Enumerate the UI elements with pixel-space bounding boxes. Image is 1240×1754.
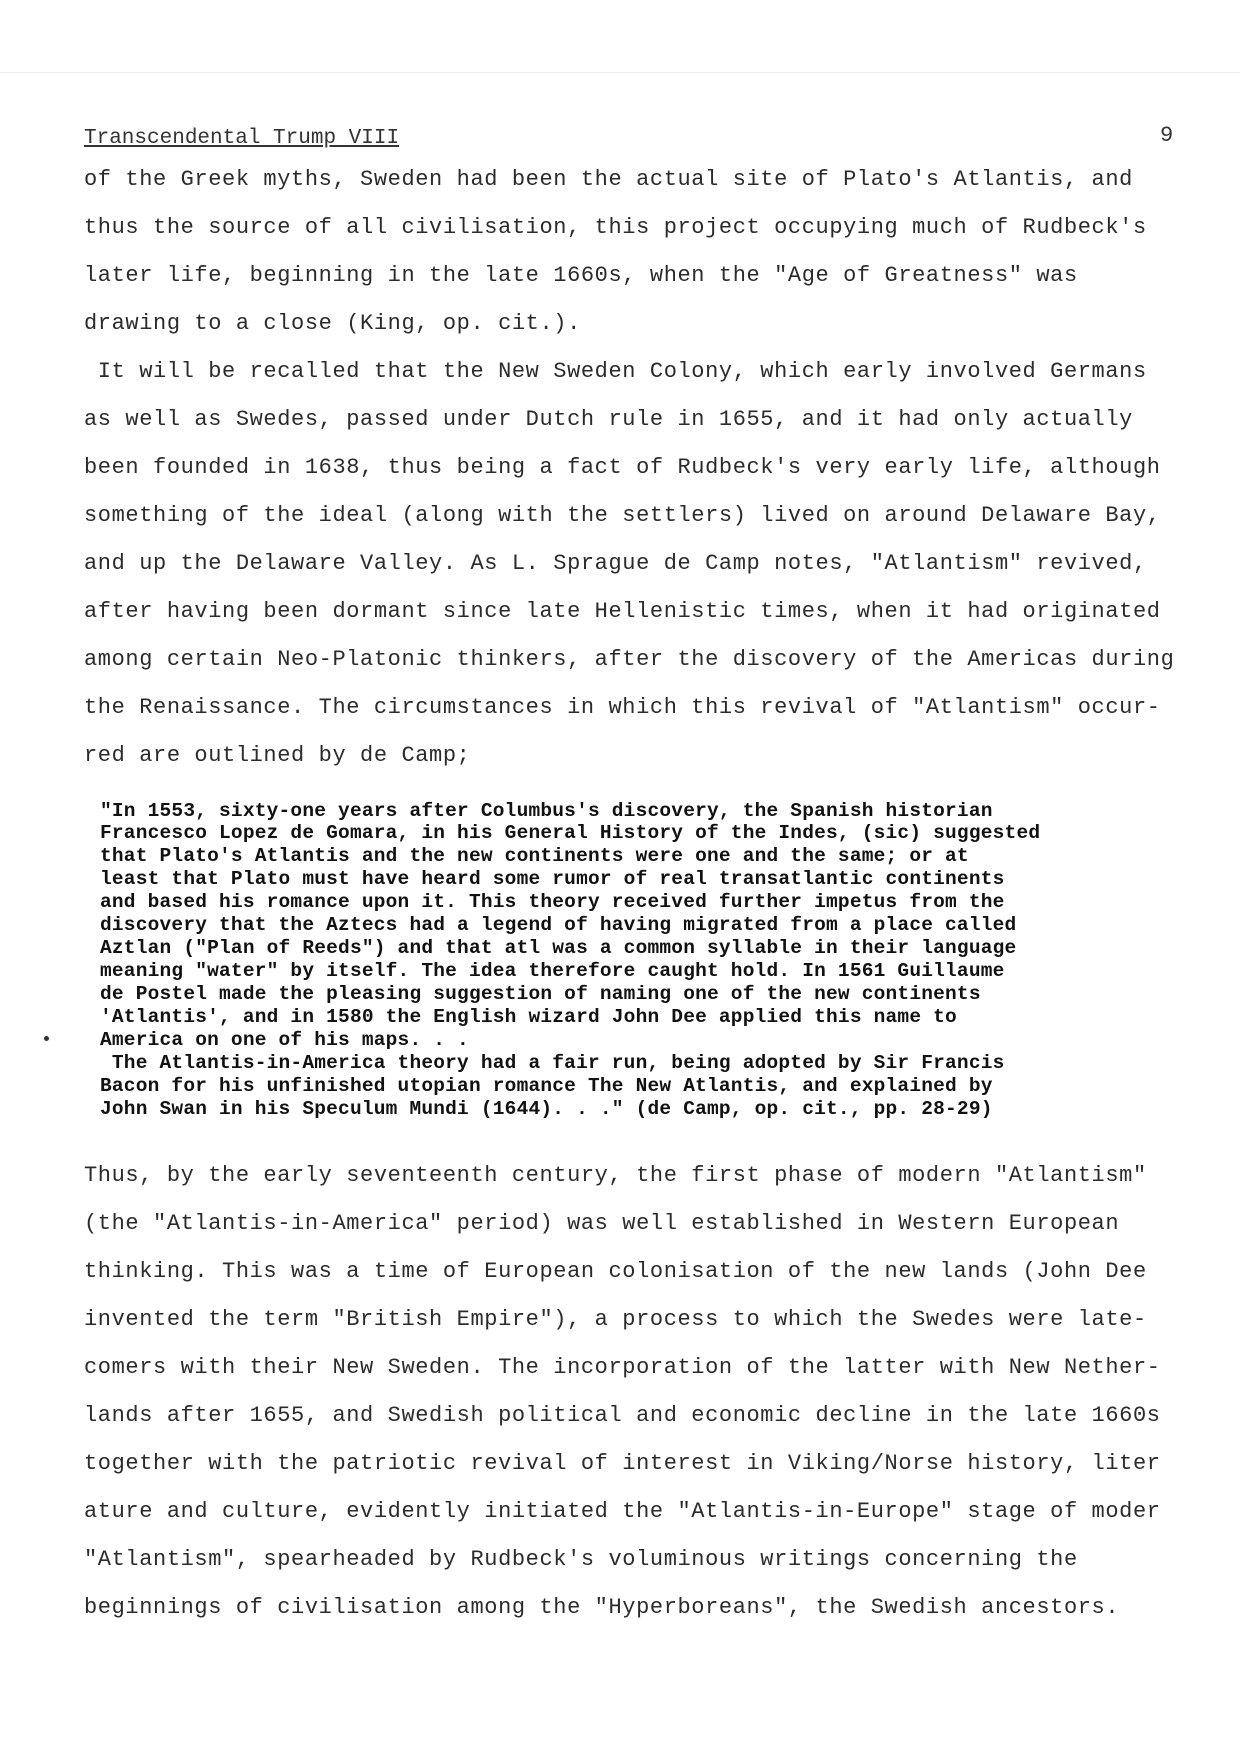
text-line: beginnings of civilisation among the "Hyperboreans", the Swedish ancestors. [84,1595,1120,1620]
quote-line: Aztlan ("Plan of Reeds") and that atl was a common syllable in their language [100,937,1017,959]
text-line: invented the term "British Empire"), a process to which the Swedes were late- [84,1307,1147,1332]
quote-line: Francesco Lopez de Gomara, in his General History of the Indes, (sic) suggested [100,822,1041,844]
text-line: lands after 1655, and Swedish political and economic decline in the late 1660s [84,1403,1161,1428]
text-line: as well as Swedes, passed under Dutch rule in 1655, and it had only actually [84,407,1133,432]
quote-line: 'Atlantis', and in 1580 the English wizard John Dee applied this name to [100,1006,957,1028]
text-line: comers with their New Sweden. The incorporation of the latter with New Nether- [84,1355,1161,1380]
text-line: red are outlined by de Camp; [84,743,471,768]
text-line: among certain Neo-Platonic thinkers, after the discovery of the Americas during [84,647,1175,672]
quote-line: America on one of his maps. . . [100,1029,469,1051]
text-line: It will be recalled that the New Sweden Colony, which early involved Germans [84,359,1147,384]
text-line: drawing to a close (King, op. cit.). [84,311,581,336]
text-line: (the "Atlantis-in-America" period) was well established in Western European [84,1211,1120,1236]
text-line: thus the source of all civilisation, this project occupying much of Rudbeck's [84,215,1147,240]
scan-edge-line [0,72,1240,73]
text-line: "Atlantism", spearheaded by Rudbeck's voluminous writings concerning the [84,1547,1078,1572]
quote-line: Bacon for his unfinished utopian romance The New Atlantis, and explained by [100,1075,993,1097]
text-line: ature and culture, evidently initiated the "Atlantis-in-Europe" stage of moder [84,1499,1161,1524]
quote-line: discovery that the Aztecs had a legend of having migrated from a place called [100,914,1017,936]
quote-line: that Plato's Atlantis and the new continents were one and the same; or at [100,845,969,867]
quote-line: and based his romance upon it. This theory received further impetus from the [100,891,1005,913]
text-line: together with the patriotic revival of interest in Viking/Norse history, liter [84,1451,1161,1476]
page-number: 9 [1160,123,1174,148]
text-line: later life, beginning in the late 1660s, when the "Age of Greatness" was [84,263,1078,288]
quote-line: John Swan in his Speculum Mundi (1644). . ." (de Camp, op. cit., pp. 28-29) [100,1098,993,1120]
text-line: after having been dormant since late Hellenistic times, when it had originated [84,599,1161,624]
text-line: thinking. This was a time of European colonisation of the new lands (John Dee [84,1259,1147,1284]
text-line: been founded in 1638, thus being a fact of Rudbeck's very early life, although [84,455,1161,480]
text-line: Thus, by the early seventeenth century, the first phase of modern "Atlantism" [84,1163,1147,1188]
quote-line: least that Plato must have heard some rumor of real transatlantic continents [100,868,1005,890]
scan-speck [44,1036,49,1041]
quote-line: The Atlantis-in-America theory had a fair run, being adopted by Sir Francis [100,1052,1005,1074]
quote-line: meaning "water" by itself. The idea therefore caught hold. In 1561 Guillaume [100,960,1005,982]
quote-line: "In 1553, sixty-one years after Columbus's discovery, the Spanish historian [100,800,993,822]
text-line: something of the ideal (along with the settlers) lived on around Delaware Bay, [84,503,1161,528]
text-line: of the Greek myths, Sweden had been the actual site of Plato's Atlantis, and [84,167,1133,192]
running-title: Transcendental Trump VIII [84,127,400,150]
text-line: and up the Delaware Valley. As L. Sprague de Camp notes, "Atlantism" revived, [84,551,1147,576]
text-line: the Renaissance. The circumstances in which this revival of "Atlantism" occur- [84,695,1161,720]
quote-line: de Postel made the pleasing suggestion of naming one of the new continents [100,983,981,1005]
